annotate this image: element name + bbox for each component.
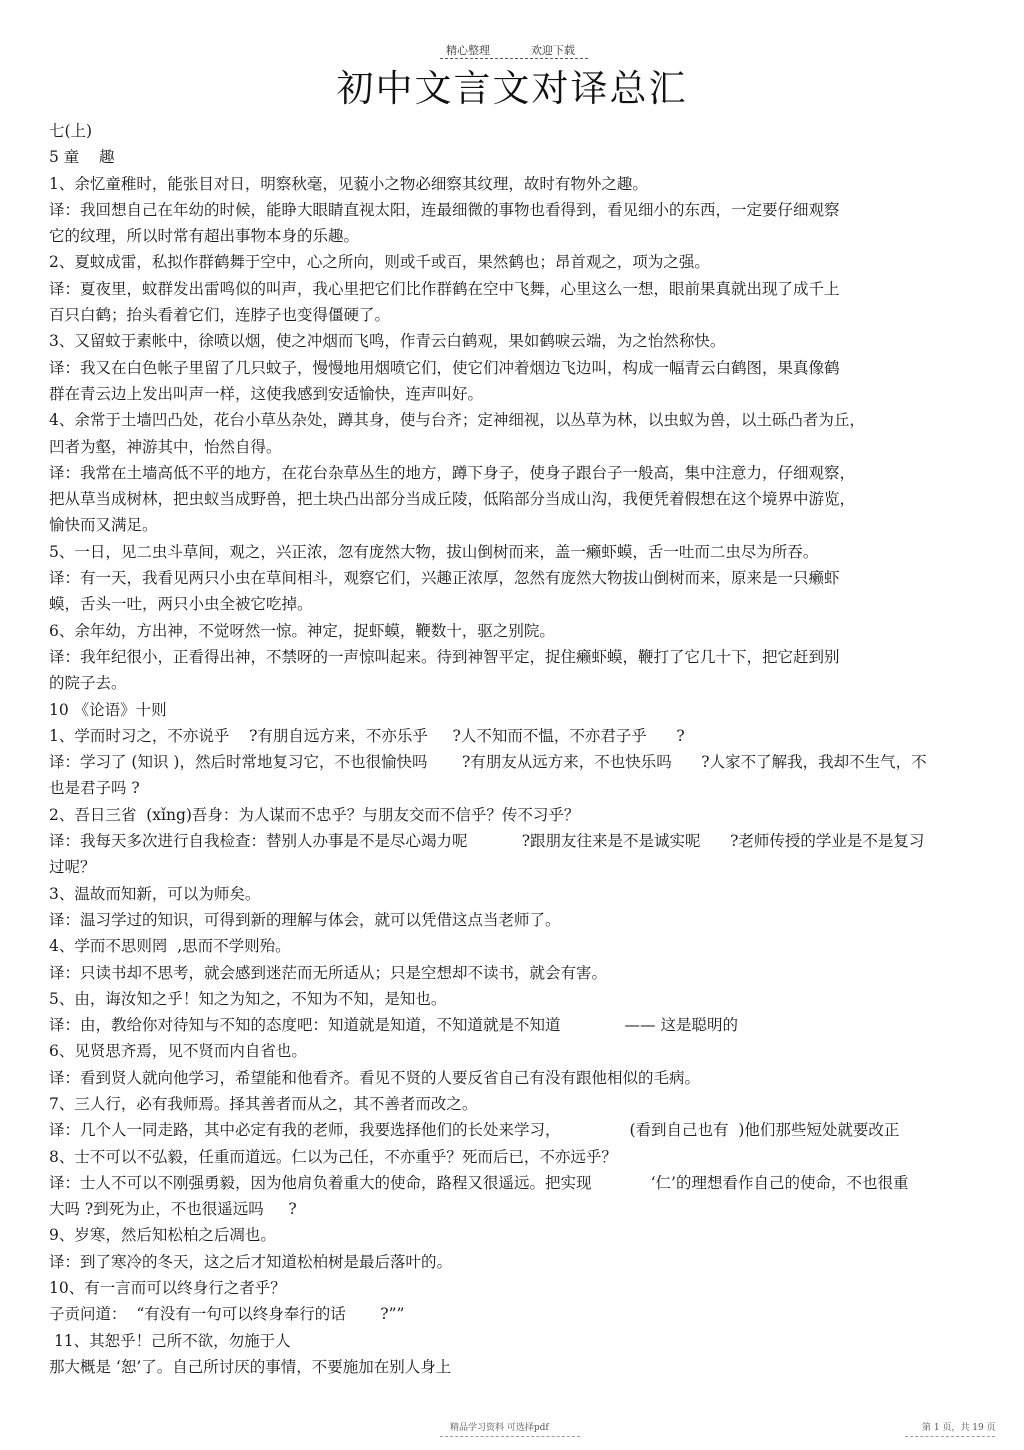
text-line: 2、吾日三省 (xǐng)吾身：为人谋而不忠乎？与朋友交而不信乎？传不习乎？ [49,805,580,824]
text-line: 3、温故而知新，可以为师矣。 [49,884,261,903]
text-line: 译：几个人一同走路，其中必定有我的老师，我要选择他们的长处来学习， (看到自己也有 )他们那些短处就要改正 [49,1121,900,1140]
text-line: 大吗 ?到死为止，不也很遥远吗 ? [49,1200,297,1219]
text-line: 它的纹理，所以时常有超出事物本身的乐趣。 [49,227,360,246]
text-line: 5 童 趣 [49,148,115,167]
text-line: 6、见贤思齐焉，见不贤而内自省也。 [49,1042,307,1061]
text-line: 过呢？ [49,858,96,877]
text-line: 4、学而不思则罔 ,思而不学则殆。 [49,937,291,956]
text-line: 凹者为壑，神游其中，怡然自得。 [49,437,282,456]
text-line: 5、一日，见二虫斗草间，观之，兴正浓，忽有庞然大物，拔山倒树而来，盖一癞虾蟆，舌一吐而二虫尽为所吞。 [49,542,819,561]
text-line: 7、三人行，必有我师焉。择其善者而从之，其不善者而改之。 [49,1094,478,1113]
header-right-text: 欢迎下载 [531,44,575,57]
text-line: 群在青云边上发出叫声一样，这使我感到安适愉快，连声叫好。 [49,384,484,403]
text-line: 译：我又在白色帐子里留了几只蚊子，慢慢地用烟喷它们，使它们冲着烟边飞边叫，构成一幅青云白鹤图，果真像鹤 [49,358,840,377]
text-line: 10、有一言而可以终身行之者乎？ [49,1279,286,1298]
text-line: 2、夏蚊成雷，私拟作群鹤舞于空中，心之所向，则或千或百，果然鹤也；昂首观之，项为之强。 [49,253,710,272]
text-line: 那大概是 ‘恕’了。自己所讨厌的事情，不要施加在别人身上 [49,1357,452,1376]
text-line: 1、余忆童稚时，能张目对日，明察秋毫，见藐小之物必细察其纹理，故时有物外之趣。 [49,174,648,193]
text-line: 译：学习了 (知识 )，然后时常地复习它，不也很愉快吗 ?有朋友从远方来，不也快乐吗 ?人家不了解我，我却不生气，不 [49,753,927,772]
footer-divider-left [440,1436,580,1437]
text-line: 也是君子吗 ? [49,779,140,798]
text-line: 11、其恕乎！己所不欲，勿施于人 [49,1331,291,1350]
text-line: 译：我常在土墙高低不平的地方，在花台杂草丛生的地方，蹲下身子，使身子跟台子一般高，集中注意力，仔细观察， [49,463,856,482]
text-line: 蟆，舌头一吐，两只小虫全被它吃掉。 [49,595,313,614]
document-body [49,118,959,1380]
text-line: 把从草当成树林，把虫蚁当成野兽，把土块凸出部分当成丘陵，低陷部分当成山沟，我便凭着假想在这个境界中游览， [49,490,856,509]
text-line: 5、由，诲汝知之乎！知之为知之，不知为不知，是知也。 [49,989,447,1008]
text-line: 译：我年纪很小，正看得出神，不禁呀的一声惊叫起来。待到神智平定，捉住癞虾蟆，鞭打了它几十下，把它赶到别 [49,647,840,666]
text-line: 的院子去。 [49,674,127,693]
text-line: 译：看到贤人就向他学习，希望能和他看齐。看见不贤的人要反省自己有没有跟他相似的毛病。 [49,1068,701,1087]
footer-page-number: 第 1 页，共 19 页 [922,1423,996,1433]
text-line: 译：我回想自己在年幼的时候，能睁大眼睛直视太阳，连最细微的事物也看得到，看见细小的东西，一定要仔细观察 [49,200,840,219]
text-line: 译：由，教给你对待知与不知的态度吧：知道就是知道，不知道就是不知道 —— 这是聪明的 [49,1016,738,1035]
text-line: 七(上) [49,122,93,140]
text-line: 译：夏夜里，蚊群发出雷鸣似的叫声，我心里把它们比作群鹤在空中飞舞，心里这么一想，眼前果真就出现了成千上 [49,279,840,298]
text-line: 1、学而时习之，不亦说乎 ?有朋自远方来，不亦乐乎 ?人不知而不愠，不亦君子乎 ? [49,726,685,745]
header-left-text: 精心整理 [446,44,490,57]
footer-divider-right [905,1436,995,1437]
text-line: 译：温习学过的知识，可得到新的理解与体会，就可以凭借这点当老师了。 [49,910,561,929]
text-line: 译：到了寒冷的冬天，这之后才知道松柏树是最后落叶的。 [49,1252,453,1271]
text-line: 10 《论语》十则 [49,700,167,719]
text-line: 译：只读书却不思考，就会感到迷茫而无所适从；只是空想却不读书，就会有害。 [49,963,608,982]
text-line: 6、余年幼，方出神，不觉呀然一惊。神定，捉虾蟆，鞭数十，驱之别院。 [49,621,555,640]
page-title: 初中文言文对译总汇 [336,67,688,110]
text-line: 4、余常于土墙凹凸处，花台小草丛杂处，蹲其身，使与台齐；定神细视，以丛草为林，以虫蚁为兽，以土砾凸者为丘， [49,411,865,430]
text-line: 8、士不可以不弘毅，任重而道远。仁以为己任，不亦重乎？死而后已，不亦远乎？ [49,1147,617,1166]
text-line: 百只白鹤；抬头看着它们，连脖子也变得僵硬了。 [49,306,391,325]
text-line: 译：我每天多次进行自我检查：替别人办事是不是尽心竭力呢 ?跟朋友往来是不是诚实呢 ?老师传授的学业是不是复习 [49,832,925,851]
text-line: 子贡问道： “有没有一句可以终身奉行的话 ?”” [49,1305,405,1324]
text-line: 3、又留蚊于素帐中，徐喷以烟，使之冲烟而飞鸣，作青云白鹤观，果如鹤唳云端，为之怡然称快。 [49,332,726,351]
footer-left-text: 精品学习资料 可选择pdf [450,1423,549,1433]
text-line: 译：士人不可以不刚强勇毅，因为他肩负着重大的使命，路程又很遥远。把实现 ‘仁’的理想看作自己的使命，不也很重 [49,1173,909,1192]
text-line: 愉快而又满足。 [49,516,158,535]
text-line: 9、岁寒，然后知松柏之后凋也。 [49,1226,276,1245]
text-line: 译：有一天，我看见两只小虫在草间相斗，观察它们，兴趣正浓厚，忽然有庞然大物拔山倒树而来，原来是一只癞虾 [49,569,840,588]
